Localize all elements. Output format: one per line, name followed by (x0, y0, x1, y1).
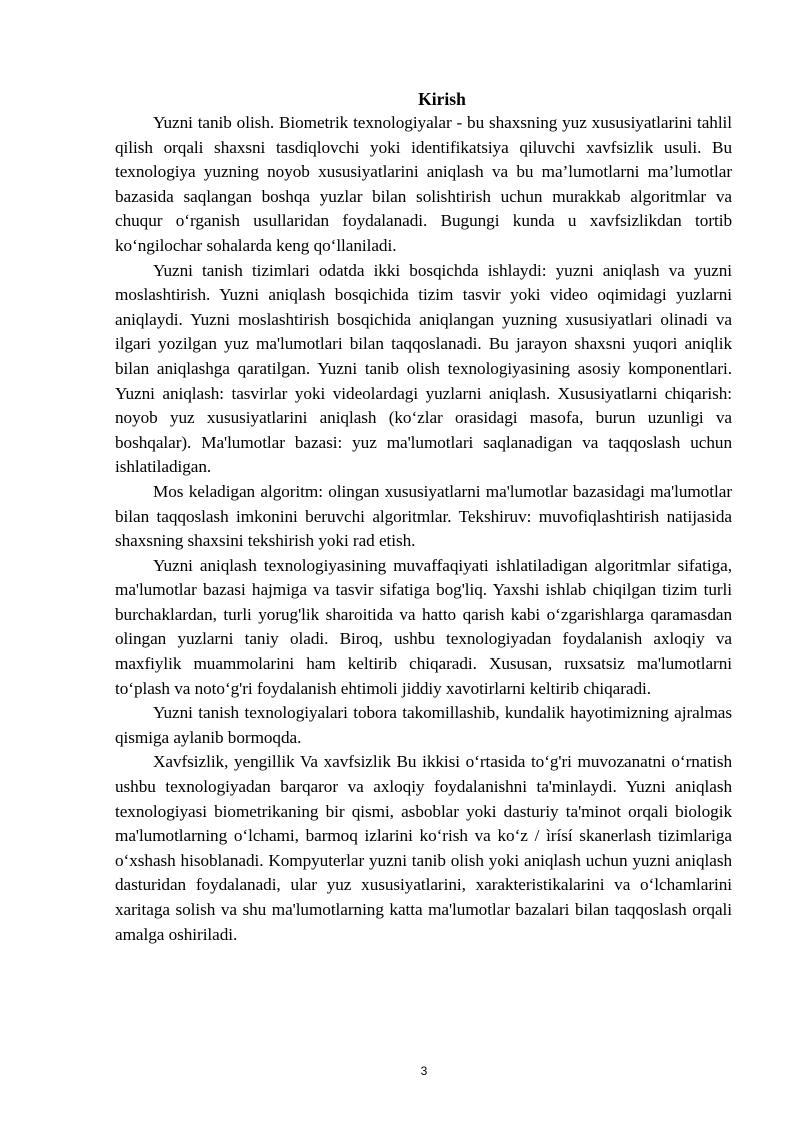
paragraph-3: Mos keladigan algoritm: olingan xususiyatlarni ma'lumotlar bazasidagi ma'lumotlar bilan taqqoslash imkonini beruvchi algoritmlar. Tekshiruv: muvofiqlashtirish natijasida shaxsning shaxsini tekshirish yoki rad etish. (115, 481, 732, 551)
page-number: 3 (420, 1064, 428, 1078)
paragraph-1: Yuzni tanib olish. Biometrik texnologiyalar - bu shaxsning yuz xususiyatlarini tahlil qilish orqali shaxsni tasdiqlovchi yoki identifikatsiya qiluvchi xavfsizlik usuli. Bu texnologiya yuzning noyob xususiyatlarini aniqlash va bu ma’lumotlarni ma’lumotlar bazasida saqlangan boshqa yuzlar bilan solishtirish uchun murakkab algoritmlar va chuqur o‘rganish usullaridan foydalanadi. Bugungi kunda u xavfsizlikdan tortib ko‘ngilochar sohalarda keng qo‘llaniladi. (115, 113, 732, 255)
document-body (115, 111, 732, 947)
paragraph-5: Yuzni tanish texnologiyalari tobora takomillashib, kundalik hayotimizning ajralmas qismiga aylanib bormoqda. (115, 703, 732, 747)
page-title: Kirish (418, 89, 466, 109)
paragraph-6: Xavfsizlik, yengillik Va xavfsizlik Bu ikkisi o‘rtasida to‘g'ri muvozanatni o‘rnatish ushbu texnologiyadan barqaror va axloqiy foydalanishni ta'minlaydi. Yuzni aniqlash texnologiyasi biometrikaning bir qismi, asboblar yoki dasturiy ta'minot orqali biologik ma'lumotlarning o‘lchami, barmoq izlarini ko‘rish va ko‘z / ìrísí skanerlash tizimlariga o‘xshash hisoblanadi. Kompyuterlar yuzni tanib olish yoki aniqlash uchun yuzni aniqlash dasturidan foydalanadi, ular yuz xususiyatlarini, xarakteristikalarini va o‘lchamlarini xaritaga solish va shu ma'lumotlarning katta ma'lumotlar bazalari bilan taqqoslash orqali amalga oshiriladi. (115, 752, 732, 944)
paragraph-2: Yuzni tanish tizimlari odatda ikki bosqichda ishlaydi: yuzni aniqlash va yuzni moslashtirish. Yuzni aniqlash bosqichida tizim tasvir yoki video oqimidagi yuzlarni aniqlaydi. Yuzni moslashtirish bosqichida aniqlangan yuzning xususiyatlari olinadi va ilgari yozilgan yuz ma'lumotlari bilan taqqoslanadi. Bu jarayon shaxsni yuqori aniqlik bilan aniqlashga qaratilgan. Yuzni tanib olish texnologiyasining asosiy komponentlari. Yuzni aniqlash: tasvirlar yoki videolardagi yuzlarni aniqlash. Xususiyatlarni chiqarish: noyob yuz xususiyatlarini aniqlash (ko‘zlar orasidagi masofa, burun uzunligi va boshqalar). Ma'lumotlar bazasi: yuz ma'lumotlari saqlanadigan va taqqoslash uchun ishlatiladigan. (115, 260, 732, 477)
paragraph-4: Yuzni aniqlash texnologiyasining muvaffaqiyati ishlatiladigan algoritmlar sifatiga, ma'lumotlar bazasi hajmiga va tasvir sifatiga bog'liq. Yaxshi ishlab chiqilgan tizim turli burchaklardan, turli yorug'lik sharoitida va hatto qarish kabi o‘zgarishlarga qaramasdan olingan yuzlarni taniy oladi. Biroq, ushbu texnologiyadan foydalanish axloqiy va maxfiylik muammolarini ham keltirib chiqaradi. Xususan, ruxsatsiz ma'lumotlarni to‘plash va noto‘g'ri foydalanish ehtimoli jiddiy xavotirlarni keltirib chiqaradi. (115, 555, 732, 698)
